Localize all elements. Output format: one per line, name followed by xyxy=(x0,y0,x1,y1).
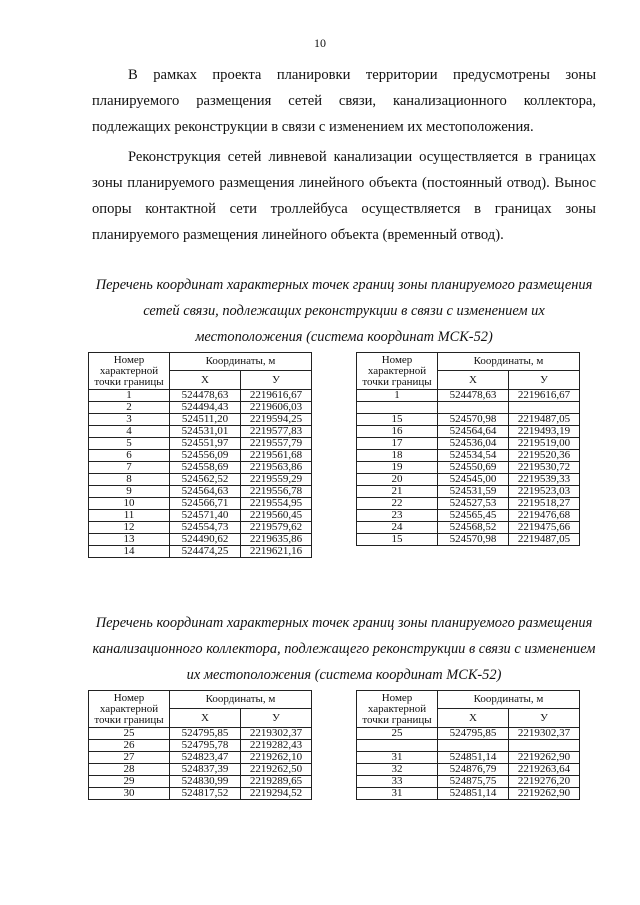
cell-point: 16 xyxy=(357,426,438,438)
cell-x: 524550,69 xyxy=(438,462,509,474)
cell-point: 32 xyxy=(357,764,438,776)
cell-x: 524478,63 xyxy=(170,390,241,402)
cell-point: 9 xyxy=(89,486,170,498)
table-row xyxy=(89,450,312,462)
cell-x: 524817,52 xyxy=(170,788,241,800)
cell-y: 2219262,90 xyxy=(509,788,580,800)
table-row xyxy=(89,402,312,414)
cell-x: 524545,00 xyxy=(438,474,509,486)
table-row xyxy=(357,486,580,498)
cell-x: 524494,43 xyxy=(170,402,241,414)
cell-x: 524795,78 xyxy=(170,740,241,752)
cell-x: 524795,85 xyxy=(170,728,241,740)
cell-y: 2219518,27 xyxy=(509,498,580,510)
cell-x: 524875,75 xyxy=(438,776,509,788)
coords-table-1-left xyxy=(88,352,312,558)
table-row xyxy=(357,474,580,486)
cell-y: 2219262,10 xyxy=(241,752,312,764)
cell-y: 2219276,20 xyxy=(509,776,580,788)
cell-point: 25 xyxy=(357,728,438,740)
cell-point: 27 xyxy=(89,752,170,764)
table-row xyxy=(89,776,312,788)
cell-x: 524568,52 xyxy=(438,522,509,534)
cell-y: 2219530,72 xyxy=(509,462,580,474)
cell-y: 2219635,86 xyxy=(241,534,312,546)
cell-point: 22 xyxy=(357,498,438,510)
cell-y xyxy=(509,740,580,752)
table-row xyxy=(89,534,312,546)
paragraph-2: Реконструкция сетей ливневой канализации осуществляется в границах зоны планируемого размещения линейного объекта (постоянный отвод). Вынос опоры контактной сети троллейбуса осуществляется в границах зоны планируемого размещения линейного объекта (временный отвод). xyxy=(92,149,596,243)
cell-point: 5 xyxy=(89,438,170,450)
table-row xyxy=(89,522,312,534)
cell-point: 20 xyxy=(357,474,438,486)
cell-point: 33 xyxy=(357,776,438,788)
cell-y: 2219594,25 xyxy=(241,414,312,426)
cell-y: 2219493,19 xyxy=(509,426,580,438)
table-row xyxy=(357,740,580,752)
table-row xyxy=(89,788,312,800)
cell-point: 2 xyxy=(89,402,170,414)
cell-x: 524562,52 xyxy=(170,474,241,486)
cell-y: 2219282,43 xyxy=(241,740,312,752)
cell-y: 2219579,62 xyxy=(241,522,312,534)
cell-y xyxy=(509,402,580,414)
table-row xyxy=(89,728,312,740)
table-row xyxy=(357,438,580,450)
cell-x: 524851,14 xyxy=(438,752,509,764)
table-row xyxy=(357,510,580,522)
paragraph-1: В рамках проекта планировки территории предусмотрены зоны планируемого размещения сетей связи, канализационного коллектора, подлежащих реконструкции в связи с изменением их местоположения. xyxy=(92,67,596,135)
header-y: У xyxy=(241,371,312,390)
table-row xyxy=(89,474,312,486)
cell-y: 2219475,66 xyxy=(509,522,580,534)
table-row xyxy=(357,534,580,546)
table-row xyxy=(89,764,312,776)
cell-x xyxy=(438,402,509,414)
cell-point: 8 xyxy=(89,474,170,486)
cell-y: 2219262,50 xyxy=(241,764,312,776)
table-row xyxy=(357,764,580,776)
cell-y: 2219523,03 xyxy=(509,486,580,498)
cell-point: 23 xyxy=(357,510,438,522)
cell-x: 524534,54 xyxy=(438,450,509,462)
header-x: X xyxy=(438,709,509,728)
cell-x: 524876,79 xyxy=(438,764,509,776)
cell-point: 28 xyxy=(89,764,170,776)
section-1-caption: Перечень координат характерных точек границ зоны планируемого размещения сетей связи, подлежащих реконструкции в связи с изменением их местоположения (система координат МСК-52) xyxy=(95,277,593,345)
cell-y: 2219559,29 xyxy=(241,474,312,486)
table-row xyxy=(357,462,580,474)
table-row xyxy=(357,788,580,800)
table-row xyxy=(89,462,312,474)
cell-point: 17 xyxy=(357,438,438,450)
table-row xyxy=(89,426,312,438)
cell-y: 2219487,05 xyxy=(509,534,580,546)
cell-x xyxy=(438,740,509,752)
cell-point: 4 xyxy=(89,426,170,438)
cell-y: 2219302,37 xyxy=(509,728,580,740)
cell-y: 2219520,36 xyxy=(509,450,580,462)
table-row xyxy=(357,450,580,462)
cell-point: 1 xyxy=(89,390,170,402)
table-row xyxy=(357,414,580,426)
cell-x: 524556,09 xyxy=(170,450,241,462)
cell-point: 10 xyxy=(89,498,170,510)
cell-point: 25 xyxy=(89,728,170,740)
coords-table-2-left xyxy=(88,690,312,800)
cell-x: 524527,53 xyxy=(438,498,509,510)
cell-point: 24 xyxy=(357,522,438,534)
cell-x: 524570,98 xyxy=(438,414,509,426)
header-coordinates: Координаты, м xyxy=(170,691,312,709)
cell-y: 2219563,86 xyxy=(241,462,312,474)
section-2-caption: Перечень координат характерных точек границ зоны планируемого размещения канализационного коллектора, подлежащего реконструкции в связи с изменением их местоположения (система координат МСК-52) xyxy=(92,615,596,683)
table-row xyxy=(89,752,312,764)
cell-x: 524837,39 xyxy=(170,764,241,776)
coords-table-2-right xyxy=(356,690,580,800)
header-coordinates: Координаты, м xyxy=(438,691,580,709)
table-row xyxy=(89,546,312,558)
table-row xyxy=(357,728,580,740)
table-row xyxy=(357,752,580,764)
cell-y: 2219616,67 xyxy=(509,390,580,402)
header-point-number: Номер характерной точки границы xyxy=(357,353,438,390)
cell-point: 11 xyxy=(89,510,170,522)
cell-x: 524566,71 xyxy=(170,498,241,510)
cell-x: 524564,64 xyxy=(438,426,509,438)
cell-y: 2219263,64 xyxy=(509,764,580,776)
table-row xyxy=(357,498,580,510)
table-row xyxy=(357,390,580,402)
cell-y: 2219606,03 xyxy=(241,402,312,414)
cell-x: 524570,98 xyxy=(438,534,509,546)
header-x: X xyxy=(438,371,509,390)
cell-point: 18 xyxy=(357,450,438,462)
cell-point: 3 xyxy=(89,414,170,426)
cell-y: 2219476,68 xyxy=(509,510,580,522)
table-row xyxy=(89,414,312,426)
header-y: У xyxy=(509,371,580,390)
header-point-number: Номер характерной точки границы xyxy=(89,353,170,390)
table-row xyxy=(89,390,312,402)
coords-table-1-right xyxy=(356,352,580,546)
header-y: У xyxy=(509,709,580,728)
cell-y: 2219302,37 xyxy=(241,728,312,740)
cell-point: 31 xyxy=(357,752,438,764)
table-row xyxy=(357,402,580,414)
cell-point xyxy=(357,402,438,414)
cell-x: 524531,59 xyxy=(438,486,509,498)
page-number: 10 xyxy=(314,36,326,50)
cell-x: 524565,45 xyxy=(438,510,509,522)
cell-point: 15 xyxy=(357,534,438,546)
cell-y: 2219557,79 xyxy=(241,438,312,450)
cell-point: 6 xyxy=(89,450,170,462)
cell-y: 2219262,90 xyxy=(509,752,580,764)
cell-x: 524564,63 xyxy=(170,486,241,498)
cell-point: 30 xyxy=(89,788,170,800)
table-row xyxy=(89,486,312,498)
cell-x: 524795,85 xyxy=(438,728,509,740)
cell-y: 2219294,52 xyxy=(241,788,312,800)
cell-point xyxy=(357,740,438,752)
cell-point: 13 xyxy=(89,534,170,546)
cell-x: 524571,40 xyxy=(170,510,241,522)
cell-point: 26 xyxy=(89,740,170,752)
cell-x: 524823,47 xyxy=(170,752,241,764)
table-row xyxy=(357,776,580,788)
cell-y: 2219539,33 xyxy=(509,474,580,486)
header-coordinates: Координаты, м xyxy=(438,353,580,371)
table-row xyxy=(89,510,312,522)
table-row xyxy=(357,522,580,534)
table-row xyxy=(89,740,312,752)
header-coordinates: Координаты, м xyxy=(170,353,312,371)
cell-y: 2219519,00 xyxy=(509,438,580,450)
header-point-number: Номер характерной точки границы xyxy=(89,691,170,728)
cell-y: 2219289,65 xyxy=(241,776,312,788)
header-x: X xyxy=(170,709,241,728)
cell-point: 19 xyxy=(357,462,438,474)
cell-x: 524478,63 xyxy=(438,390,509,402)
cell-point: 12 xyxy=(89,522,170,534)
cell-y: 2219621,16 xyxy=(241,546,312,558)
cell-y: 2219556,78 xyxy=(241,486,312,498)
table-row xyxy=(357,426,580,438)
header-x: X xyxy=(170,371,241,390)
cell-x: 524536,04 xyxy=(438,438,509,450)
cell-y: 2219487,05 xyxy=(509,414,580,426)
cell-y: 2219616,67 xyxy=(241,390,312,402)
cell-point: 7 xyxy=(89,462,170,474)
header-point-number: Номер характерной точки границы xyxy=(357,691,438,728)
cell-x: 524851,14 xyxy=(438,788,509,800)
table-row xyxy=(89,498,312,510)
cell-x: 524474,25 xyxy=(170,546,241,558)
table-row xyxy=(89,438,312,450)
cell-y: 2219577,83 xyxy=(241,426,312,438)
cell-x: 524830,99 xyxy=(170,776,241,788)
cell-x: 524511,20 xyxy=(170,414,241,426)
cell-point: 15 xyxy=(357,414,438,426)
cell-x: 524531,01 xyxy=(170,426,241,438)
cell-x: 524558,69 xyxy=(170,462,241,474)
header-y: У xyxy=(241,709,312,728)
cell-y: 2219561,68 xyxy=(241,450,312,462)
cell-x: 524554,73 xyxy=(170,522,241,534)
cell-y: 2219554,95 xyxy=(241,498,312,510)
cell-x: 524551,97 xyxy=(170,438,241,450)
cell-point: 1 xyxy=(357,390,438,402)
cell-point: 29 xyxy=(89,776,170,788)
cell-point: 21 xyxy=(357,486,438,498)
cell-point: 14 xyxy=(89,546,170,558)
cell-x: 524490,62 xyxy=(170,534,241,546)
cell-y: 2219560,45 xyxy=(241,510,312,522)
cell-point: 31 xyxy=(357,788,438,800)
